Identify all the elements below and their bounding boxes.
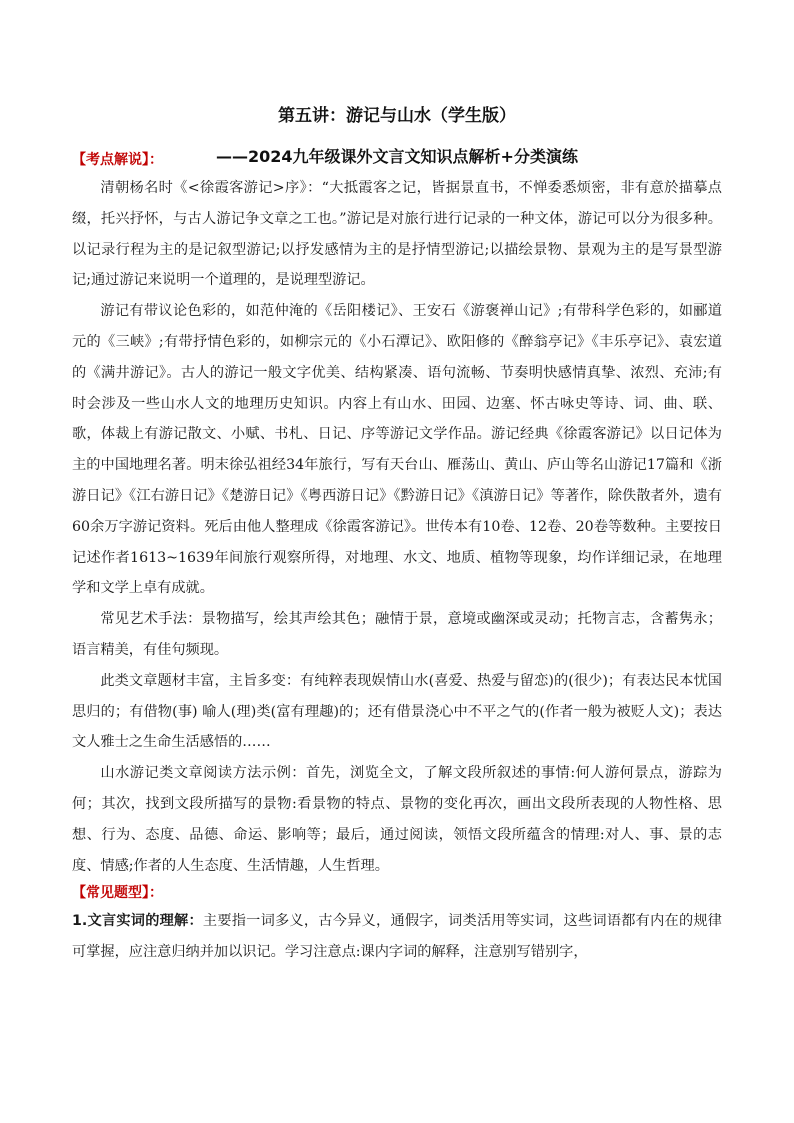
list-item-1-lead: 1.文言实词的理解： <box>72 913 203 930</box>
paragraph-types: 游记有带议论色彩的，如范仲淹的《岳阳楼记》、王安石《游褒禅山记》;有带科学色彩的，如郦道元的《三峡》;有带抒情色彩的，如柳宗元的《小石潭记》、欧阳修的《醉翁亭记》《丰乐亭记》、袁宏道的《满井游记》。古人的游记一般文字优美、结构紧凑、语句流畅、节奏明快感情真挚、浓烈、充沛;有时会涉及一些山水人文的地理历史知识。内容上有山水、田园、边塞、怀古咏史等诗、词、曲、联、歌，体裁上有游记散文、小赋、书札、日记、序等游记文学作品。游记经典《徐霞客游记》以日记体为主的中国地理名著。明末徐弘祖经34年旅行，写有天台山、雁荡山、黄山、庐山等名山游记17篇和《浙游日记》《江右游日记》《楚游日记》《粤西游日记》《黔游日记》《滇游日记》等著作，除佚散者外，遗有60余万字游记资料。死后由他人整理成《徐霞客游记》。世传本有10卷、12卷、20卷等数种。主要按日记述作者1613~1639年间旅行观察所得，对地理、水文、地质、植物等现象，均作详细记录，在地理学和文学上卓有成就。 <box>72 303 722 597</box>
paragraph-intro: 清朝杨名时《<徐霞客游记>序》：“大抵霞客之记，皆据景直书，不惮委悉烦密，非有意於描摹点缀，托兴抒怀，与古人游记争文章之工也。”游记是对旅行进行记录的一种文体，游记可以分为很多种。以记录行程为主的是记叙型游记;以抒发感情为主的是抒情型游记;以描绘景物、景观为主的是写景型游记;通过游记来说明一个道理的，是说理型游记。 <box>72 180 722 289</box>
list-item-1 <box>72 906 722 968</box>
section-heading-tixing: 【常见题型】： <box>72 885 163 902</box>
paragraph-themes: 此类文章题材丰富，主旨多变：有纯粹表现娱情山水(喜爱、热爱与留恋)的(很少)；有表达民本忧国思归的；有借物(事) 喻人(理)类(富有理趣)的；还有借景浇心中不平之气的(作者一般为被贬人文)；表达文人雅士之生命生活感悟的…… <box>72 672 722 751</box>
paragraph-techniques: 常见艺术手法：景物描写，绘其声绘其色；融情于景，意境或幽深或灵动；托物言志，含蓄隽永；语言精美，有佳句频现。 <box>72 611 722 658</box>
document-subtitle: ——2024九年级课外文言文知识点解析+分类演练 <box>216 147 578 166</box>
list-item-1-text: 主要指一词多义，古今异义，通假字，词类活用等实词，这些词语都有内在的规律可掌握，应注意归纳并加以识记。学习注意点:课内字词的解释，注意别写错别字， <box>72 913 722 961</box>
section-heading-kaodian: 【考点解说】： <box>72 152 163 168</box>
paragraph-reading-method: 山水游记类文章阅读方法示例：首先，浏览全文，了解文段所叙述的事情:何人游何景点，游踪为何；其次，找到文段所描写的景物:看景物的特点、景物的变化再次，画出文段所表现的人物性格、思想、行为、态度、品德、命运、影响等；最后，通过阅读，领悟文段所蕴含的情理:对人、事、景的志度、情感;作者的人生态度、生活情趣，人生哲理。 <box>72 765 722 874</box>
document-body <box>72 148 722 968</box>
document-title: 第五讲：游记与山水（学生版） <box>278 106 516 126</box>
